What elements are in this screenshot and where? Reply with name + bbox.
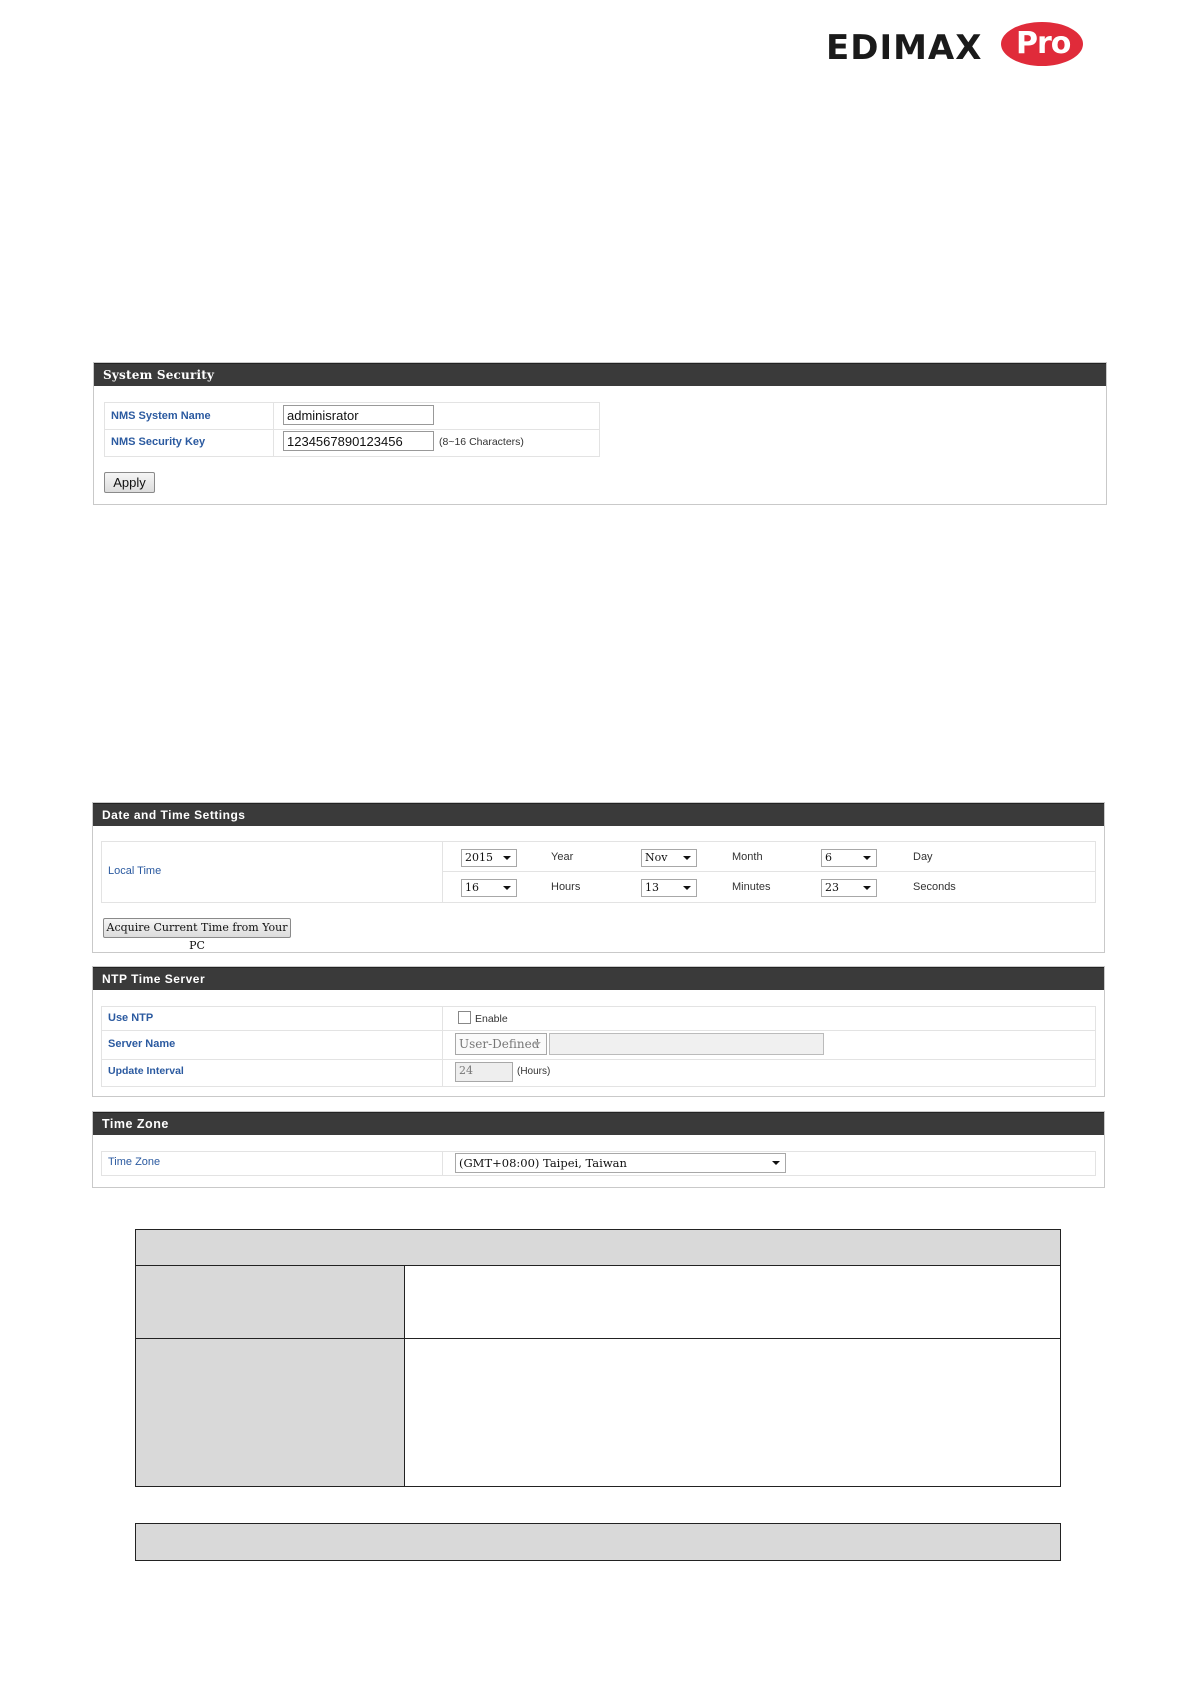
time-zone-title: Time Zone xyxy=(93,1112,1104,1135)
description-table-2 xyxy=(135,1523,1061,1561)
date-time-title: Date and Time Settings xyxy=(93,803,1104,826)
time-zone-panel xyxy=(92,1111,1105,1188)
ntp-enable-checkbox[interactable] xyxy=(458,1011,471,1024)
use-ntp-label: Use NTP xyxy=(108,1012,154,1024)
local-time-table xyxy=(101,841,1096,903)
description-table xyxy=(135,1229,1061,1487)
description-table-left-column xyxy=(136,1266,405,1486)
edimax-pro-logo xyxy=(826,14,1084,74)
seconds-select[interactable]: 23 xyxy=(821,879,877,897)
ntp-panel xyxy=(92,966,1105,1097)
description-table-2-header xyxy=(136,1524,1060,1560)
update-interval-input[interactable]: 24 xyxy=(455,1062,513,1082)
server-name-label: Server Name xyxy=(108,1038,176,1050)
month-label: Month xyxy=(732,851,763,863)
system-security-panel xyxy=(93,362,1107,505)
server-name-input[interactable] xyxy=(549,1033,824,1055)
update-interval-label: Update Interval xyxy=(108,1065,184,1077)
update-interval-unit: (Hours) xyxy=(517,1066,551,1077)
nms-security-key-hint: (8~16 Characters) xyxy=(439,436,524,448)
nms-security-key-label: NMS Security Key xyxy=(111,436,206,448)
nms-security-key-input[interactable]: 1234567890123456 xyxy=(283,431,434,451)
day-select[interactable]: 6 xyxy=(821,849,877,867)
apply-button[interactable]: Apply xyxy=(104,472,155,493)
year-label: Year xyxy=(551,851,574,863)
hours-select[interactable]: 16 xyxy=(461,879,517,897)
seconds-label: Seconds xyxy=(913,881,956,893)
server-name-select[interactable]: User-Defined xyxy=(455,1033,547,1055)
time-zone-select[interactable]: (GMT+08:00) Taipei, Taiwan xyxy=(455,1153,786,1173)
logo-pro-text: Pro xyxy=(1016,26,1071,61)
month-select[interactable]: Nov xyxy=(641,849,697,867)
ntp-title: NTP Time Server xyxy=(93,967,1104,990)
logo-brand-text: EDIMAX xyxy=(826,28,983,68)
date-time-panel xyxy=(92,802,1105,953)
nms-system-name-label: NMS System Name xyxy=(111,410,211,422)
time-zone-label: Time Zone xyxy=(108,1156,161,1168)
day-label: Day xyxy=(913,851,933,863)
system-security-title: System Security xyxy=(94,363,1106,386)
acquire-time-button[interactable]: Acquire Current Time from Your PC xyxy=(103,918,291,938)
ntp-enable-label: Enable xyxy=(475,1013,508,1025)
year-select[interactable]: 2015 xyxy=(461,849,517,867)
nms-system-name-input[interactable]: adminisrator xyxy=(283,405,434,425)
minutes-label: Minutes xyxy=(732,881,771,893)
description-table-header xyxy=(136,1230,1060,1265)
local-time-label: Local Time xyxy=(108,865,162,877)
hours-label: Hours xyxy=(551,881,581,893)
minutes-select[interactable]: 13 xyxy=(641,879,697,897)
